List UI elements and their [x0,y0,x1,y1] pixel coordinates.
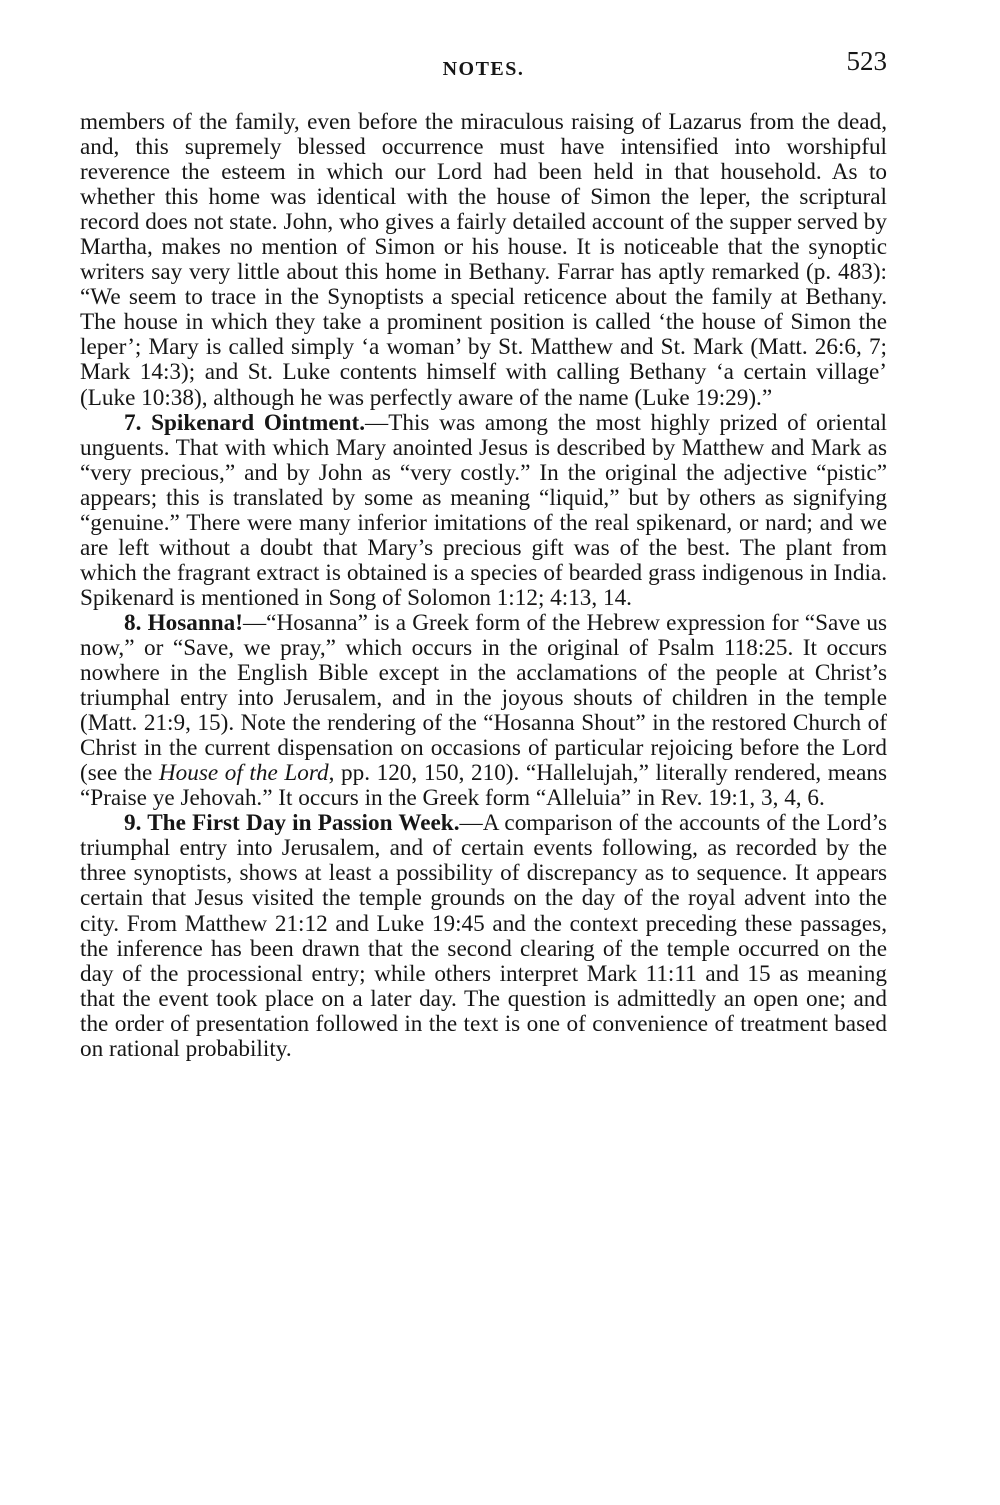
continuation-text: members of the family, even before the miraculous raising of Lazarus from the dead, and, this supremely blessed occurrence must have intensified into worshipful reverence the esteem in which our Lord had been held in that household. As to whether this home was identical with the house of Simon the leper, the scriptural record does not state. John, who gives a fairly detailed account of the supper served by Martha, makes no mention of Simon or his house. It is noticeable that the synoptic writers say very little about this home in Bethany. Farrar has aptly remarked (p. 483): “We seem to trace in the Synoptists a special reticence about the family at Bethany. The house in which they take a prominent position is called ‘the house of Simon the leper’; Mary is called simply ‘a woman’ by St. Matthew and St. Mark (Matt. 26:6, 7; Mark 14:3); and St. Luke contents himself with calling Bethany ‘a certain village’ (Luke 10:38), although he was perfectly aware of the name (Luke 19:29).” [80,109,887,411]
note-7-number: 7. [124,409,142,436]
note-9-text: —A comparison of the accounts of the Lord’s triumphal entry into Jerusalem, and of certain events following, as recorded by the three synoptists, shows at least a possibility of discrepancy as to sequence. It appears certain that Jesus visited the temple grounds on the day of the royal advent into the city. From Matthew 21:12 and Luke 19:45 and the context preceding these passages, the inference has been drawn that the second clearing of the temple occurred on the day of the processional entry; while others interpret Mark 11:11 and 15 as meaning that the event took place on a later day. The question is admittedly an open one; and the order of presentation followed in the text is one of convenience of treatment based on rational probability. [80,810,887,1062]
page-number: 523 [846,46,887,76]
note-8-title: Hosanna! [147,609,243,636]
note-9-number: 9. [124,810,142,837]
note-9-title: The First Day in Passion Week. [147,810,460,837]
note-9 [80,811,887,1061]
note-7-text: —This was among the most highly prized of oriental unguents. That with which Mary anointed Jesus is described by Matthew and Mark as “very precious,” and by John as “very costly.” In the original the adjective “pistic” appears; this is translated by some as meaning “liquid,” but by others as signifying “genuine.” There were many inferior imitations of the real spikenard, or nard; and we are left without a doubt that Mary’s precious gift was of the best. The plant from which the fragrant extract is obtained is a species of bearded grass indigenous in India. Spikenard is mentioned in Song of Solomon 1:12; 4:13, 14. [80,409,888,611]
note-7-title: Spikenard Ointment. [151,409,366,436]
note-7 [80,411,887,611]
note-8 [80,611,887,811]
continuation-paragraph [80,110,887,411]
note-8-text-before: —“Hosanna” is a Greek form of the Hebrew expression for “Save us now,” or “Save, we pray,” which occurs in the original of Psalm 118:25. It occurs nowhere in the English Bible except in the acclamations of the people at Christ’s triumphal entry into Jerusalem, and in the joyous shouts of children in the temple (Matt. 21:9, 15). Note the rendering of the “Hosanna Shout” in the restored Church of Christ in the current dispensation on occasions of particular rejoicing before the Lord (see the [80,609,888,787]
notes-body [80,110,887,1062]
note-8-number: 8. [124,609,142,636]
note-8-text-after: , pp. 120, 150, 210). “Hallelujah,” literally rendered, means “Praise ye Jehovah.” It occurs in the Greek form “Alleluia” in Rev. 19:1, 3, 4, 6. [80,760,887,812]
page-header [80,44,887,80]
running-title: NOTES. [442,58,525,80]
note-8-book-title: House of the Lord [158,760,329,787]
